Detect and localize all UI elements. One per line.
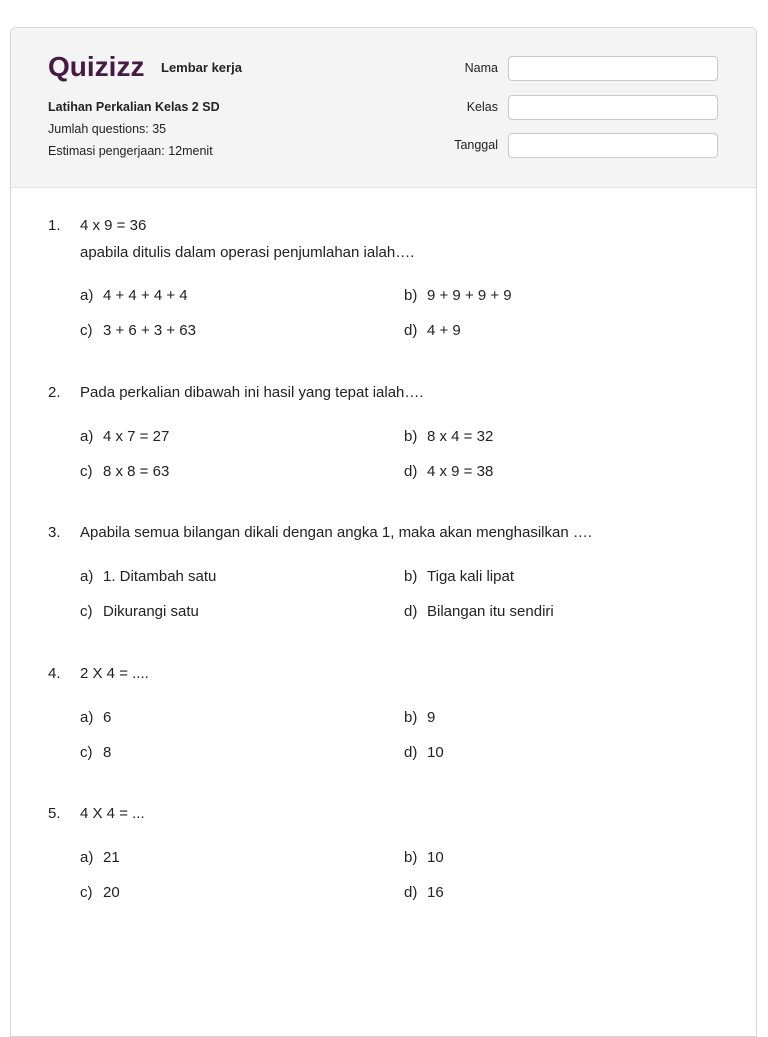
option-d: d) Bilangan itu sendiri — [404, 603, 554, 620]
option-b: b) 8 x 4 = 32 — [404, 428, 494, 445]
option-b: b) 9 + 9 + 9 + 9 — [404, 287, 512, 304]
option-c: c) 20 — [80, 884, 120, 901]
option-d: d) 10 — [404, 744, 444, 761]
name-field[interactable] — [508, 56, 718, 81]
class-field[interactable] — [508, 95, 718, 120]
question-number: 4. — [48, 665, 61, 682]
question-number: 5. — [48, 805, 61, 822]
option-b: b) 10 — [404, 849, 444, 866]
option-d: d) 16 — [404, 884, 444, 901]
option-a: a) 4 + 4 + 4 + 4 — [80, 287, 188, 304]
question-number: 1. — [48, 217, 61, 234]
question-text: 4 x 9 = 36 — [80, 217, 147, 234]
worksheet — [10, 27, 757, 1037]
question-text: 4 X 4 = ... — [80, 805, 145, 822]
question-text: Pada perkalian dibawah ini hasil yang tepat ialah…. — [80, 384, 424, 401]
question-number: 3. — [48, 524, 61, 541]
option-c: c) 8 x 8 = 63 — [80, 463, 170, 480]
name-label: Nama — [464, 61, 498, 75]
class-label: Kelas — [466, 100, 498, 114]
option-d: d) 4 x 9 = 38 — [404, 463, 494, 480]
questions-count: Jumlah questions: 35 — [48, 122, 167, 136]
option-c: c) Dikurangi satu — [80, 603, 199, 620]
option-b: b) Tiga kali lipat — [404, 568, 514, 585]
worksheet-title: Latihan Perkalian Kelas 2 SD — [48, 100, 220, 114]
date-label: Tanggal — [454, 138, 498, 152]
worksheet-label: Lembar kerja — [161, 60, 242, 75]
worksheet-header — [11, 28, 756, 188]
option-c: c) 3 + 6 + 3 + 63 — [80, 322, 196, 339]
option-d: d) 4 + 9 — [404, 322, 461, 339]
question-text: 2 X 4 = .... — [80, 665, 149, 682]
date-field[interactable] — [508, 133, 718, 158]
estimated-time: Estimasi pengerjaan: 12menit — [48, 144, 213, 158]
option-a: a) 6 — [80, 709, 112, 726]
quizizz-logo: Quizizz — [48, 51, 145, 82]
question-text-line2: apabila ditulis dalam operasi penjumlahan ialah…. — [80, 244, 415, 261]
question-number: 2. — [48, 384, 61, 401]
option-a: a) 4 x 7 = 27 — [80, 428, 170, 445]
option-a: a) 1. Ditambah satu — [80, 568, 217, 585]
option-c: c) 8 — [80, 744, 112, 761]
option-b: b) 9 — [404, 709, 436, 726]
option-a: a) 21 — [80, 849, 120, 866]
question-text: Apabila semua bilangan dikali dengan angka 1, maka akan menghasilkan …. — [80, 524, 592, 541]
